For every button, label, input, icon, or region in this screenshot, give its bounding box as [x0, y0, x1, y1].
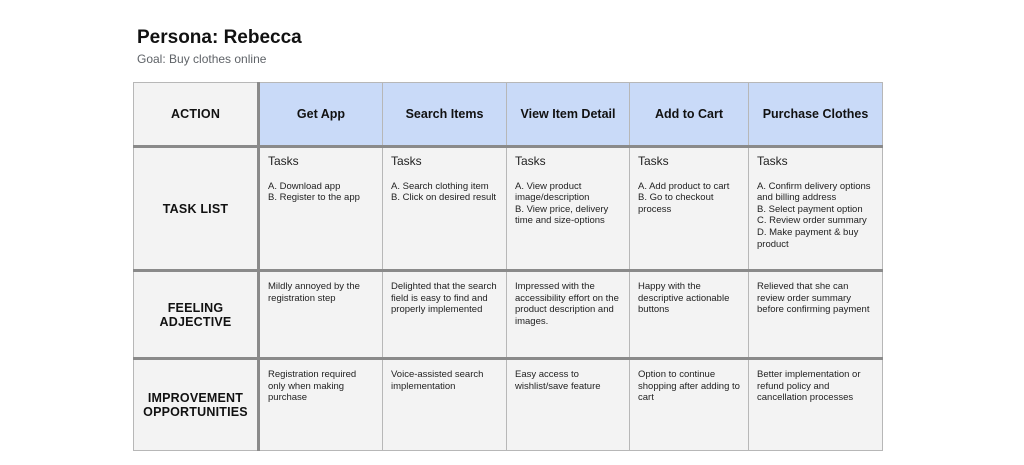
improvement-text: Easy access to wishlist/save feature	[515, 369, 601, 392]
feeling-cell-search-items	[383, 271, 507, 359]
task-cell-search-items	[383, 147, 507, 271]
feeling-cell-purchase-clothes	[749, 271, 883, 359]
improvement-text: Option to continue shopping after adding to cart	[638, 369, 740, 404]
task-item: A. Download app	[268, 180, 341, 192]
column-search-items: Search Items	[383, 83, 507, 147]
tasks-heading: Tasks	[515, 154, 546, 168]
tasks-heading: Tasks	[391, 154, 422, 168]
persona-title: Persona: Rebecca	[137, 27, 302, 48]
feeling-text: Relieved that she can review order summary before confirming payment	[757, 281, 870, 316]
tasks-heading: Tasks	[268, 154, 299, 168]
task-cell-view-item-detail	[507, 147, 630, 271]
action-header: ACTION	[134, 83, 259, 147]
task-item: A. View product image/description	[515, 180, 590, 204]
feeling-cell-add-to-cart	[630, 271, 749, 359]
journey-map-table	[133, 82, 883, 451]
task-item: A. Add product to cart	[638, 180, 730, 192]
improvement-cell-get-app	[259, 359, 383, 451]
improvement-cell-search-items	[383, 359, 507, 451]
row-label-task-list: TASK LIST	[134, 147, 259, 271]
feeling-text: Mildly annoyed by the registration step	[268, 281, 360, 304]
row-label-improvement-opportunities	[134, 359, 259, 451]
column-view-item-detail: View Item Detail	[507, 83, 630, 147]
task-item: B. Go to checkout process	[638, 192, 714, 215]
persona-goal: Goal: Buy clothes online	[137, 52, 267, 66]
improvement-text: Voice-assisted search implementation	[391, 369, 484, 392]
improvement-text: Better implementation or refund policy and cancellation processes	[757, 369, 861, 404]
column-get-app: Get App	[259, 83, 383, 147]
row-label-line: ADJECTIVE	[159, 314, 232, 329]
task-cell-add-to-cart	[630, 147, 749, 271]
improvement-cell-add-to-cart	[630, 359, 749, 451]
feeling-cell-get-app	[259, 271, 383, 359]
task-cell-purchase-clothes	[749, 147, 883, 271]
column-purchase-clothes: Purchase Clothes	[749, 83, 883, 147]
task-item: D. Make payment & buy product	[757, 226, 859, 250]
improvement-cell-purchase-clothes	[749, 359, 883, 451]
task-item: A. Search clothing item	[391, 180, 489, 192]
tasks-heading: Tasks	[638, 154, 669, 168]
task-item: C. Review order summary	[757, 215, 867, 227]
task-item: A. Confirm delivery options and billing address	[757, 180, 871, 204]
row-label-line: IMPROVEMENT	[147, 391, 244, 405]
feeling-cell-view-item-detail	[507, 271, 630, 359]
feeling-text: Happy with the descriptive actionable buttons	[638, 281, 730, 316]
task-cell-get-app	[259, 147, 383, 271]
improvement-text: Registration required only when making purchase	[268, 369, 357, 404]
task-item: B. View price, delivery time and size-options	[515, 203, 609, 227]
row-label-feeling-adjective	[134, 271, 259, 359]
task-item: B. Register to the app	[268, 192, 360, 204]
task-item: B. Select payment option	[757, 203, 863, 215]
column-add-to-cart: Add to Cart	[630, 83, 749, 147]
feeling-text: Impressed with the accessibility effort on the product description and images.	[515, 281, 619, 327]
improvement-cell-view-item-detail	[507, 359, 630, 451]
row-label-line: FEELING	[167, 300, 224, 315]
tasks-heading: Tasks	[757, 154, 788, 168]
row-label-line: OPPORTUNITIES	[143, 405, 248, 419]
task-item: B. Click on desired result	[391, 192, 497, 204]
feeling-text: Delighted that the search field is easy to find and properly implemented	[391, 281, 497, 316]
